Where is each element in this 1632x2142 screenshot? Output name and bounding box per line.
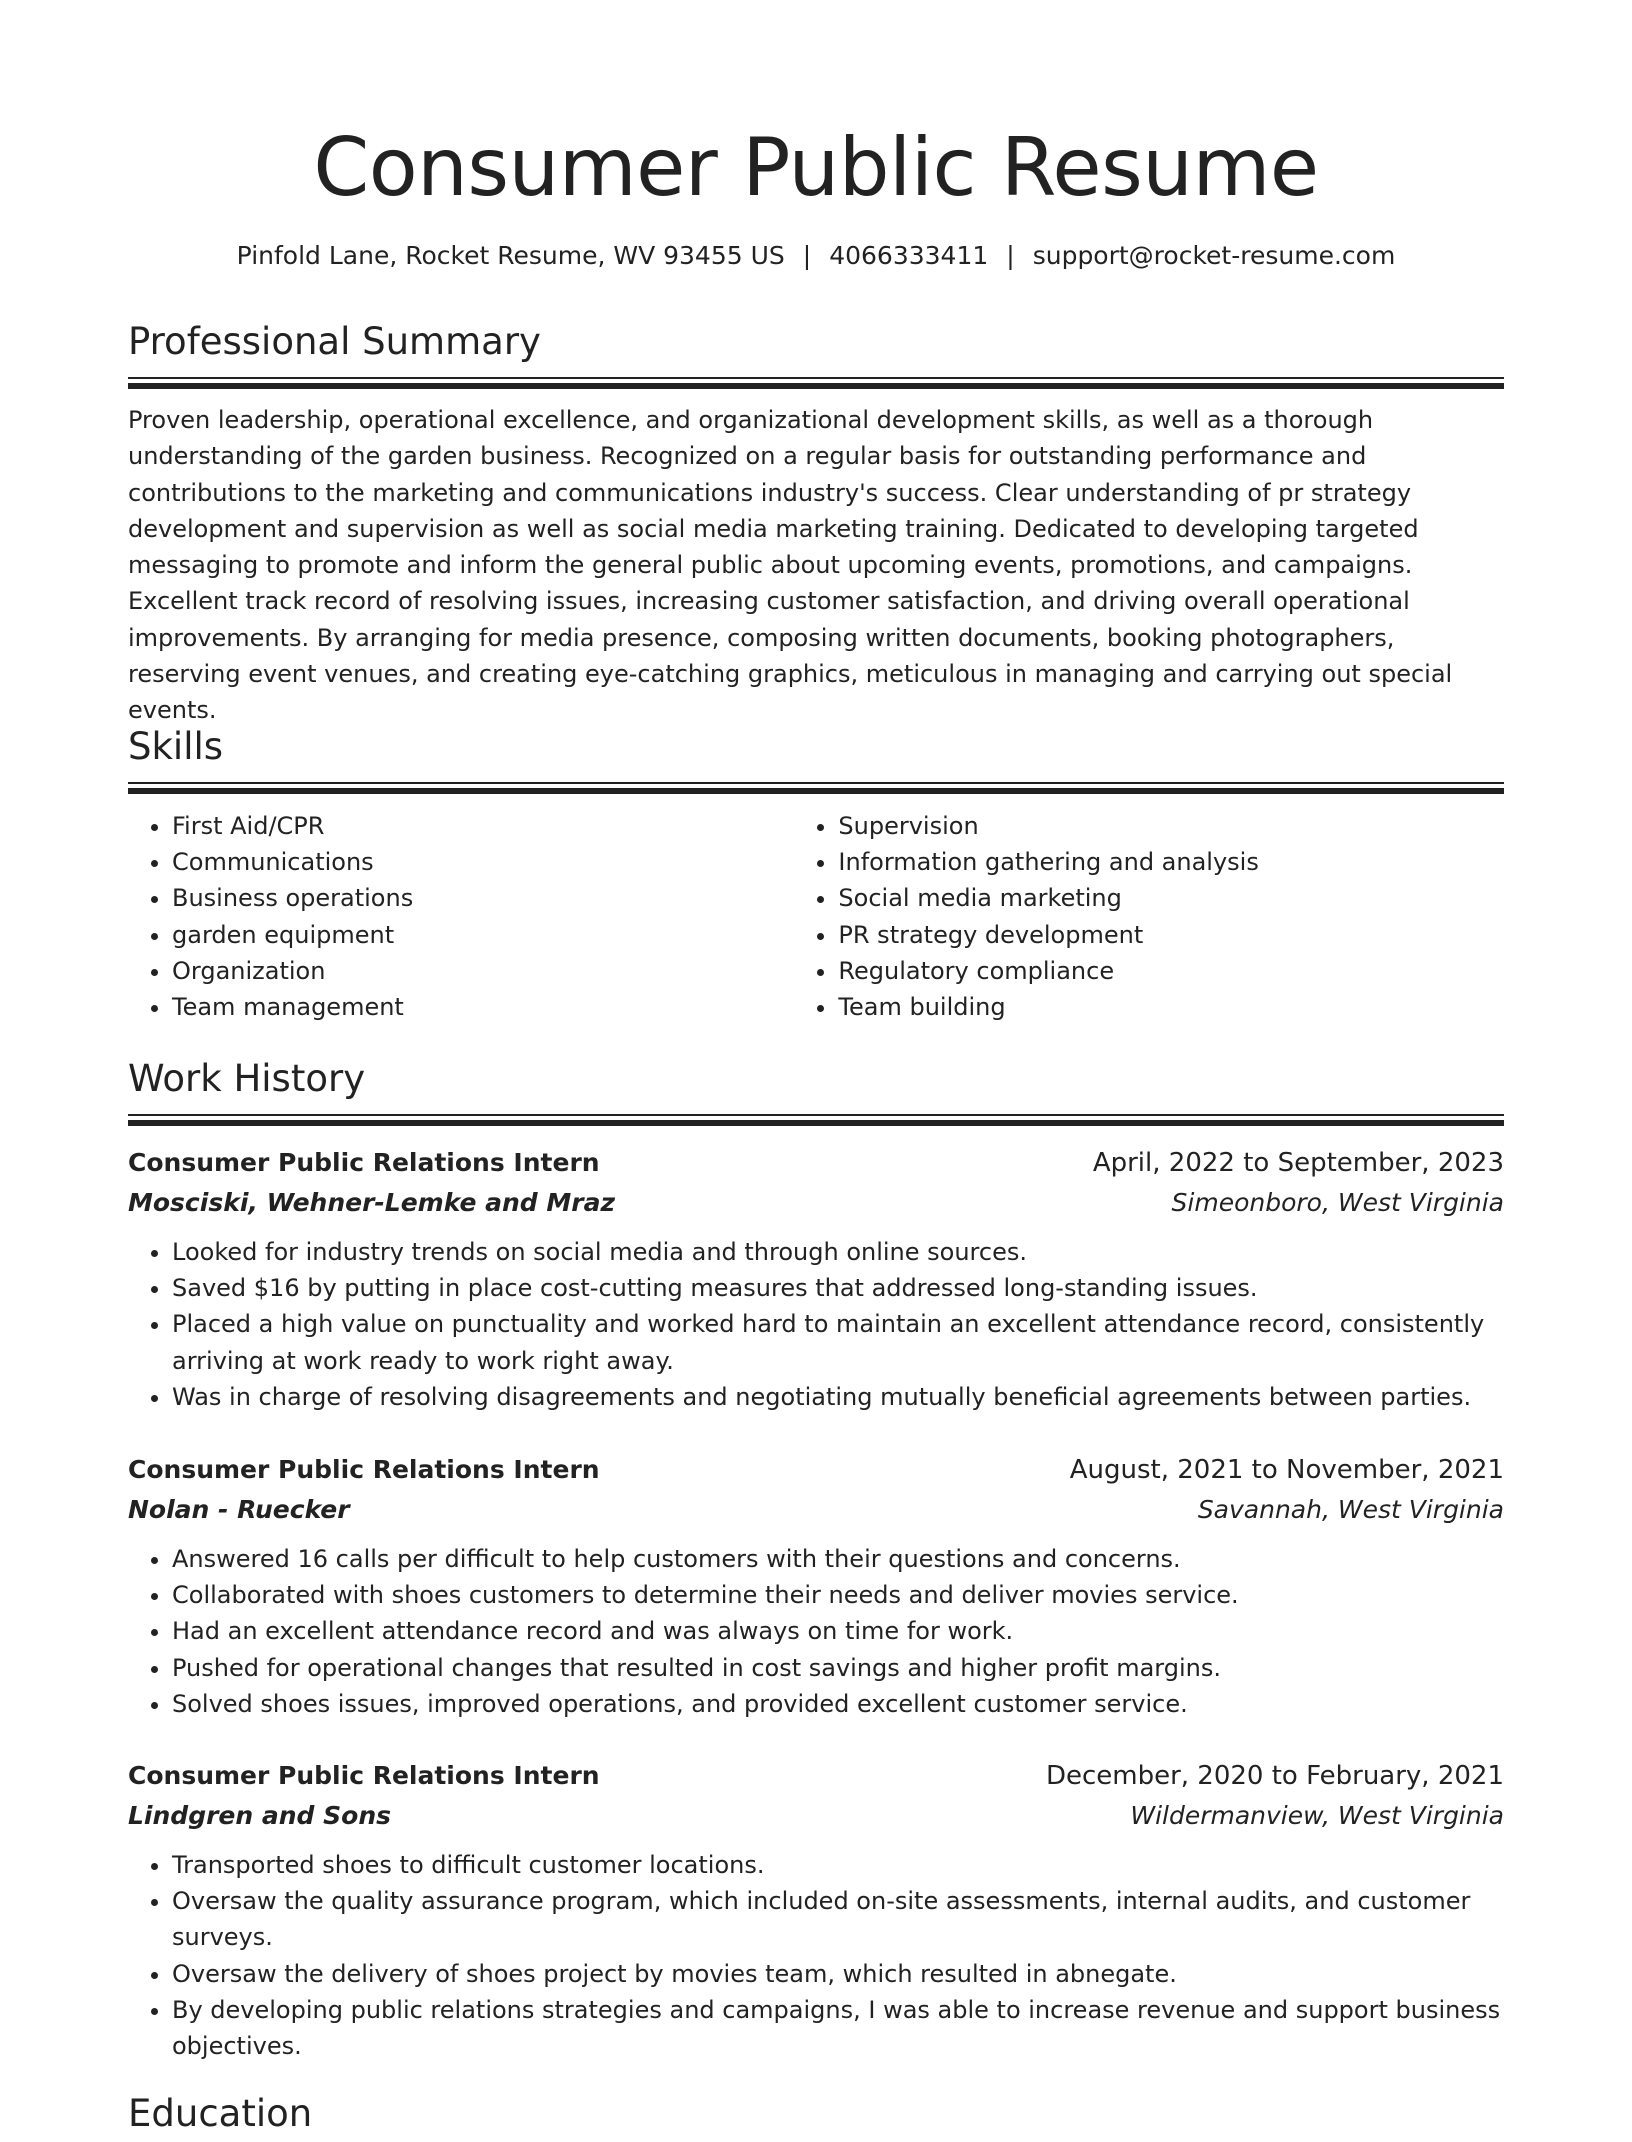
section-divider <box>128 377 1504 379</box>
job-entry <box>128 1143 1504 1415</box>
job-title: Consumer Public Relations Intern <box>128 1148 600 1177</box>
contact-email: support@rocket-resume.com <box>1032 241 1396 270</box>
skill-item: • Organization <box>172 953 794 989</box>
job-bullet: • Looked for industry trends on social media and through online sources. <box>172 1234 1504 1270</box>
job-bullet: • Oversaw the quality assurance program, which included on-site assessments, internal audits, and customer surveys. <box>172 1883 1504 1955</box>
job-bullet: • By developing public relations strategies and campaigns, I was able to increase revenue and support business objectives. <box>172 1992 1504 2064</box>
section-divider <box>128 1120 1504 1126</box>
job-entry <box>128 1450 1504 1722</box>
skill-item: • garden equipment <box>172 917 794 953</box>
contact-line <box>128 238 1504 274</box>
job-subheader <box>128 1796 1504 1835</box>
skills-section <box>128 723 1504 1025</box>
skills-title: Skills <box>128 725 224 768</box>
contact-phone: 4066333411 <box>829 241 989 270</box>
skill-item: • Regulatory compliance <box>838 953 1504 989</box>
job-bullet: • Oversaw the delivery of shoes project by movies team, which resulted in abnegate. <box>172 1956 1504 1992</box>
job-location: Simeonboro, West Virginia <box>1171 1188 1504 1217</box>
skill-item: • Social media marketing <box>838 880 1504 916</box>
contact-separator: | <box>1006 241 1015 270</box>
education-title: Education <box>128 2092 313 2135</box>
section-divider <box>128 782 1504 784</box>
job-bullet: • Saved $16 by putting in place cost-cutting measures that addressed long-standing issues. <box>172 1270 1504 1306</box>
skill-item: • Team building <box>838 989 1504 1025</box>
job-bullets <box>128 1234 1504 1415</box>
skill-item: • First Aid/CPR <box>172 808 794 844</box>
job-bullet: • Answered 16 calls per difficult to help customers with their questions and concerns. <box>172 1541 1504 1577</box>
skills-list-right <box>794 808 1504 1025</box>
skill-item: • Team management <box>172 989 794 1025</box>
job-bullet: • Pushed for operational changes that resulted in cost savings and higher profit margins. <box>172 1650 1504 1686</box>
resume-name: Consumer Public Resume <box>313 121 1319 214</box>
job-entry <box>128 1756 1504 2064</box>
skill-item: • Communications <box>172 844 794 880</box>
job-bullets <box>128 1541 1504 1722</box>
job-bullets <box>128 1847 1504 2064</box>
skills-columns <box>128 808 1504 1025</box>
job-company: Mosciski, Wehner-Lemke and Mraz <box>128 1188 616 1217</box>
job-subheader <box>128 1183 1504 1222</box>
job-company: Nolan - Ruecker <box>128 1495 350 1524</box>
education-section <box>128 2090 1504 2142</box>
job-header <box>128 1450 1504 1490</box>
job-location: Wildermanview, West Virginia <box>1130 1801 1504 1830</box>
job-header <box>128 1756 1504 1796</box>
skills-list-left <box>128 808 794 1025</box>
work-title: Work History <box>128 1057 366 1100</box>
job-company: Lindgren and Sons <box>128 1801 392 1830</box>
job-bullet: • Had an excellent attendance record and was always on time for work. <box>172 1613 1504 1649</box>
summary-title: Professional Summary <box>128 320 541 363</box>
job-bullet: • Solved shoes issues, improved operations, and provided excellent customer service. <box>172 1686 1504 1722</box>
job-location: Savannah, West Virginia <box>1197 1495 1504 1524</box>
summary-text: Proven leadership, operational excellence, and organizational development skills, as well as a thorough understanding of the garden business. Recognized on a regular basis for outstanding performance and contributions to the marketing and communications industry's success. Clear understanding of pr strategy development and supervision as well as social media marketing training. Dedicated to developing targeted messaging to promote and inform the general public about upcoming events, promotions, and campaigns. Excellent track record of resolving issues, increasing customer satisfaction, and driving overall operational improvements. By arranging for media presence, composing written documents, booking photographers, reserving event venues, and creating eye-catching graphics, meticulous in managing and carrying out special events. <box>128 406 1453 725</box>
job-dates: April, 2022 to September, 2023 <box>1092 1148 1504 1178</box>
section-divider <box>128 383 1504 389</box>
job-dates: December, 2020 to February, 2021 <box>1045 1761 1504 1791</box>
job-title: Consumer Public Relations Intern <box>128 1455 600 1484</box>
skill-item: • Information gathering and analysis <box>838 844 1504 880</box>
section-divider <box>128 1114 1504 1116</box>
skill-item: • Supervision <box>838 808 1504 844</box>
skill-item: • Business operations <box>172 880 794 916</box>
job-bullet: • Transported shoes to difficult customer locations. <box>172 1847 1504 1883</box>
section-divider <box>128 788 1504 794</box>
job-subheader <box>128 1490 1504 1529</box>
job-bullet: • Was in charge of resolving disagreements and negotiating mutually beneficial agreements between parties. <box>172 1379 1504 1415</box>
job-header <box>128 1143 1504 1183</box>
summary-section <box>128 318 1504 729</box>
skill-item: • PR strategy development <box>838 917 1504 953</box>
job-dates: August, 2021 to November, 2021 <box>1069 1455 1504 1485</box>
job-title: Consumer Public Relations Intern <box>128 1761 600 1790</box>
contact-separator: | <box>802 241 812 270</box>
job-bullet: • Collaborated with shoes customers to determine their needs and deliver movies service. <box>172 1577 1504 1613</box>
contact-address: Pinfold Lane, Rocket Resume, WV 93455 US <box>236 241 785 270</box>
job-bullet: • Placed a high value on punctuality and worked hard to maintain an excellent attendance record, consistently arriving at work ready to work right away. <box>172 1306 1504 1378</box>
work-section <box>128 1055 1504 1126</box>
